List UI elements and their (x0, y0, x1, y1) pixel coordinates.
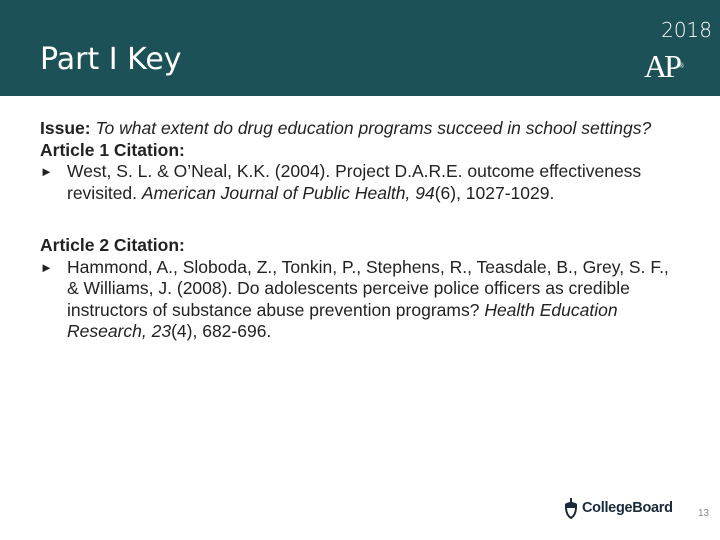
college-board-logo (563, 496, 673, 520)
article2-citation (40, 257, 670, 343)
ap-logo (644, 50, 684, 82)
issue-line (40, 118, 670, 140)
issue-label: Issue: (40, 118, 91, 138)
year-label: 2018 (661, 18, 712, 42)
acorn-icon (563, 497, 579, 519)
slide-content (40, 118, 670, 343)
slide-header (0, 0, 720, 96)
triangle-bullet-icon: ► (40, 164, 53, 179)
article1-journal: American Journal of Public Health, 94 (141, 182, 435, 203)
article1-label: Article 1 Citation: (40, 139, 185, 160)
college-board-text: CollegeBoard (582, 500, 673, 516)
issue-text: To what extent do drug education programs succeed in school settings? (95, 118, 652, 138)
article2-label: Article 2 Citation: (40, 235, 185, 255)
ap-logo-text: AP (644, 48, 679, 84)
article2-journal: Health Education Research, 23 (67, 299, 618, 341)
article1-citation-tail: (6), 1027-1029. (434, 182, 555, 203)
article1-citation (40, 161, 670, 204)
page-number: 13 (698, 508, 710, 519)
article2-citation-text: Hammond, A., Sloboda, Z., Tonkin, P., Stephens, R., Teasdale, B., Grey, S. F., & Williams, J. (2008). Do adolescents perceive police officers as credible instructors of substance abuse prevention programs? (67, 256, 669, 320)
ap-logo-trademark: ® (678, 62, 685, 70)
triangle-bullet-icon: ► (40, 259, 53, 275)
slide-title: Part I Key (40, 42, 182, 77)
article1-citation-text: West, S. L. & O’Neal, K.K. (2004). Project D.A.R.E. outcome effectiveness revisited. (67, 161, 642, 203)
article2-citation-tail: (4), 682-696. (171, 321, 272, 341)
